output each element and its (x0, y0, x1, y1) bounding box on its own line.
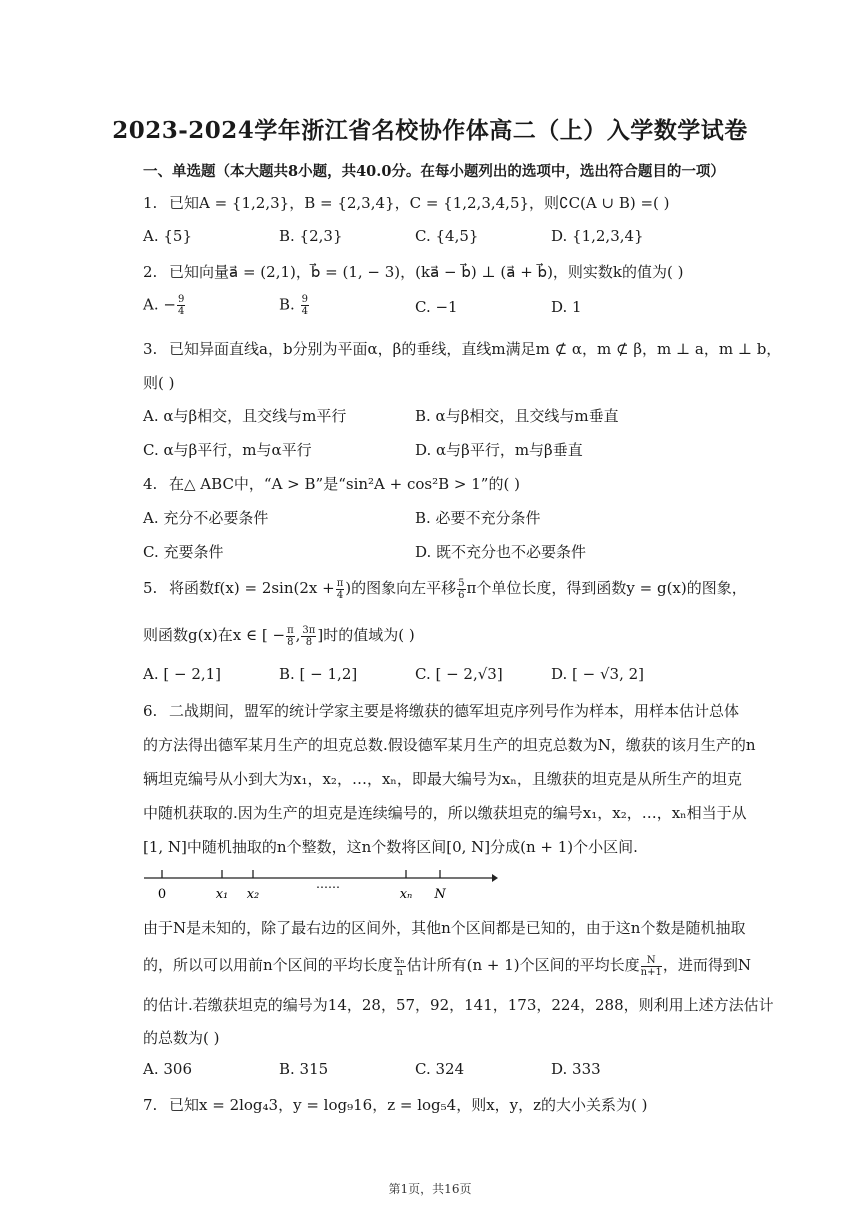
option-a: A. 306 (143, 1060, 192, 1078)
option-a (143, 294, 186, 317)
page-footer: 第1页，共16页 (388, 1182, 472, 1196)
option-b: B. {2,3} (279, 227, 343, 245)
axis-label-x2: x₂ (246, 887, 260, 902)
question-4 (143, 473, 520, 494)
option-d: D. α与β平行，m与β垂直 (415, 441, 583, 459)
option-a: A. [ − 2,1] (143, 665, 222, 683)
axis-label-xn: xₙ (399, 887, 413, 902)
page-title: 2023-2024学年浙江省名校协作体高二（上）入学数学试卷 (112, 117, 748, 144)
option-c: C. 324 (415, 1060, 465, 1078)
question-text: 将函数f(x) = 2sin(2x + (169, 579, 335, 597)
question-7 (143, 1094, 648, 1115)
question-6-line (143, 954, 751, 978)
question-text: 已知向量a⃗ = (2,1)，b⃗ = (1, − 3)，(ka⃗ − b⃗) ⊥ (a⃗ + b⃗)，则实数k的值为( ) (169, 263, 684, 281)
question-5-cont (143, 624, 415, 648)
question-number: 3. (143, 340, 158, 358)
axis-arrow (492, 874, 498, 882)
question-5 (143, 577, 747, 601)
option-d: D. 既不充分也不必要条件 (415, 543, 587, 561)
option-b (279, 294, 310, 317)
question-text: )的图象向左平移 (345, 579, 457, 597)
question-6-line: 的总数为( ) (143, 1029, 220, 1047)
question-6-line: 由于N是未知的，除了最右边的区间外，其他n个区间都是已知的，由于这n个数是随机抽取 (143, 919, 746, 937)
question-number: 5. (143, 579, 158, 597)
question-6-line: 的方法得出德军某月生产的坦克总数.假设德军某月生产的坦克总数为N，缴获的该月生产的n (143, 736, 756, 754)
question-number: 2. (143, 263, 158, 281)
fraction: $\frac{9}{4}$ (177, 294, 185, 317)
question-6-line: [1, N]中随机抽取的n个整数，这n个数将区间[0, N]分成(n + 1)个小区间. (143, 838, 638, 856)
fraction: $\frac{5}{6}$ (458, 577, 465, 601)
question-text: 已知x = 2log₄3，y = log₉16，z = log₅4，则x，y，z的大小关系为( ) (169, 1096, 648, 1114)
option-c: C. α与β平行，m与α平行 (143, 441, 312, 459)
option-c: C. 充要条件 (143, 543, 224, 561)
question-text: ，进而得到N (662, 956, 751, 974)
option-d: D. [ − √3, 2] (551, 665, 645, 683)
axis-label-0: 0 (157, 887, 167, 902)
option-b: B. 315 (279, 1060, 329, 1078)
question-text: 二战期间，盟军的统计学家主要是将缴获的德军坦克序列号作为样本，用样本估计总体 (169, 702, 740, 720)
option-d: D. 333 (551, 1060, 601, 1078)
question-text: 已知异面直线a，b分别为平面α，β的垂线，直线m满足m ⊄ α，m ⊄ β，m ⊥ a，m ⊥ b， (169, 340, 782, 358)
section-heading: 一、单选题（本大题共8小题，共40.0分。在每小题列出的选项中，选出符合题目的一项） (143, 163, 725, 180)
axis-label-N: N (434, 887, 446, 902)
fraction: $\frac{\pi}{8}$ (287, 624, 294, 648)
option-d: D. {1,2,3,4} (551, 227, 644, 245)
option-d: D. 1 (551, 298, 582, 316)
question-text: 在△ ABC中，“A > B”是“sin²A + cos²B > 1”的( ) (169, 475, 520, 493)
question-1 (143, 192, 670, 213)
question-text: 则函数g(x)在x ∈ [ − (143, 626, 286, 644)
question-6-line: 中随机获取的.因为生产的坦克是连续编号的，所以缴获坦克的编号x₁，x₂，…，xₙ相当于从 (143, 804, 747, 822)
question-3 (143, 338, 781, 359)
fraction: $\frac{\pi}{4}$ (336, 577, 344, 601)
axis-label-x1: x₁ (215, 887, 229, 902)
option-c: C. [ − 2,√3] (415, 665, 503, 683)
fraction: $\frac{\text{xₙ}}{n}$ (394, 954, 405, 978)
question-6-line: 的估计.若缴获坦克的编号为14，28，57，92，141，173，224，288，则利用上述方法估计 (143, 996, 774, 1014)
question-text: π个单位长度，得到函数y = g(x)的图象， (466, 579, 747, 597)
question-text: 估计所有(n + 1)个区间的平均长度 (406, 956, 640, 974)
question-text: 的，所以可以用前n个区间的平均长度 (143, 956, 393, 974)
axis-label-ellipsis: …… (316, 877, 340, 891)
option-label: A. − (143, 295, 176, 314)
option-b: B. α与β相交，且交线与m垂直 (415, 407, 619, 425)
question-6 (143, 700, 739, 721)
option-c: C. −1 (415, 298, 458, 316)
option-a: A. 充分不必要条件 (143, 509, 269, 527)
question-number: 4. (143, 475, 158, 493)
question-2 (143, 261, 683, 282)
question-text: , (295, 626, 301, 644)
option-label: B. (279, 295, 300, 314)
number-line-figure (140, 860, 500, 906)
fraction: $\frac{N}{n+1}$ (640, 954, 662, 978)
option-c: C. {4,5} (415, 227, 479, 245)
question-3-cont: 则( ) (143, 374, 175, 392)
fraction: $\frac{9}{4}$ (301, 294, 308, 317)
question-number: 7. (143, 1096, 158, 1114)
option-a: A. {5} (143, 227, 192, 245)
question-text: 已知A = {1,2,3}，B = {2,3,4}，C = {1,2,3,4,5}，则∁C(A ∪ B) =( ) (169, 194, 670, 212)
question-6-line: 辆坦克编号从小到大为x₁，x₂，…，xₙ，即最大编号为xₙ，且缴获的坦克是从所生产的坦克 (143, 770, 742, 788)
option-b: B. [ − 1,2] (279, 665, 358, 683)
option-b: B. 必要不充分条件 (415, 509, 541, 527)
fraction: $\frac{3\pi}{8}$ (302, 624, 316, 648)
question-number: 6. (143, 702, 158, 720)
question-text: ]时的值域为( ) (317, 626, 415, 644)
option-a: A. α与β相交，且交线与m平行 (143, 407, 347, 425)
question-number: 1. (143, 194, 158, 212)
